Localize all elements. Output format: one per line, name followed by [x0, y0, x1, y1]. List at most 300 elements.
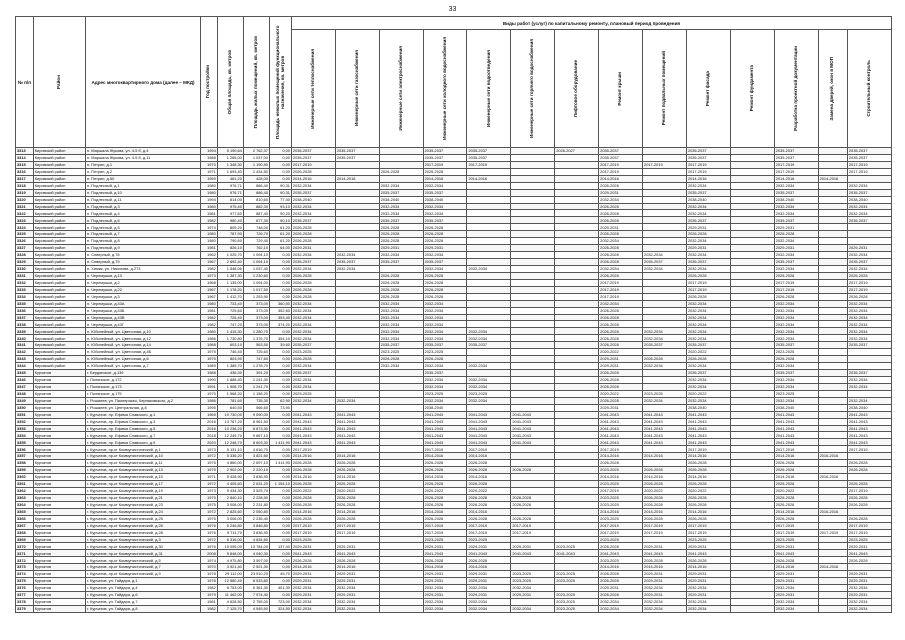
table-cell: 2026-2028 — [686, 501, 730, 508]
table-cell: 747,60 — [243, 356, 269, 363]
table-cell: 3328 — [16, 252, 34, 259]
table-row — [16, 501, 892, 508]
table-cell — [730, 383, 774, 390]
table-cell — [818, 286, 847, 293]
table-row — [16, 404, 892, 411]
table-row — [16, 550, 892, 557]
table-cell: 2026-2028 — [774, 293, 818, 300]
table-cell: 3338 — [16, 321, 34, 328]
table-cell: п. Петрин, д.1 — [86, 161, 201, 168]
table-cell: 2026-2028 — [335, 557, 379, 564]
table-cell: 3362 — [16, 487, 34, 494]
table-cell: 2032-2034 — [686, 598, 730, 605]
table-cell: 2014-2016 — [467, 564, 511, 571]
table-cell — [818, 585, 847, 592]
table-cell: 2032-2034 — [774, 252, 818, 259]
table-cell: 0,00 — [269, 265, 291, 272]
table-cell: 3 525,70 — [243, 487, 269, 494]
table-cell — [511, 383, 555, 390]
table-cell: 2032-2034 — [686, 265, 730, 272]
table-row — [16, 481, 892, 488]
table-cell: 2026-2028 — [599, 307, 643, 314]
table-cell: 373,00 — [243, 314, 269, 321]
table-cell: 2014-2016 — [643, 564, 687, 571]
table-cell: 2014-2016 — [335, 453, 379, 460]
table-cell — [555, 259, 599, 266]
table-cell: 2023-2025 — [423, 536, 467, 543]
table-cell: 2035-2037 — [423, 259, 467, 266]
table-cell — [379, 467, 423, 474]
table-cell: 2038-2040 — [423, 404, 467, 411]
table-cell: 2023-2025 — [291, 390, 335, 397]
table-cell — [730, 189, 774, 196]
table-cell: 2032-2034 — [599, 605, 643, 612]
table-cell: 2023-2025 — [555, 571, 599, 578]
table-cell: 2041-2043 — [847, 439, 891, 446]
table-cell: 1 412,70 — [217, 293, 243, 300]
table-cell: 2035-2037 — [291, 342, 335, 349]
table-cell: 2017-2019 — [686, 168, 730, 175]
table-cell: 1 385,70 — [217, 363, 243, 370]
table-cell — [730, 376, 774, 383]
table-cell: 2017-2019 — [599, 522, 643, 529]
table-cell — [335, 245, 379, 252]
table-cell: 3366 — [16, 515, 34, 522]
table-cell — [730, 411, 774, 418]
table-cell: 2026-2028 — [467, 481, 511, 488]
table-cell: 980,40 — [217, 217, 243, 224]
table-cell: 2014-2016 — [467, 453, 511, 460]
table-cell: г. Курчатов, ул. Гайдара, д.8 — [86, 605, 201, 612]
table-cell — [555, 411, 599, 418]
table-cell: 2026-2028 — [291, 168, 335, 175]
table-cell: 29 112,00 — [217, 571, 243, 578]
table-cell: 2041-2043 — [847, 411, 891, 418]
table-row — [16, 515, 892, 522]
table-cell: 1 265,00 — [217, 154, 243, 161]
table-cell: 2026-2028 — [686, 293, 730, 300]
table-cell: 2032-2034 — [379, 321, 423, 328]
table-cell: 2014-2016 — [599, 564, 643, 571]
table-cell: 2014-2016 — [291, 474, 335, 481]
table-cell — [555, 494, 599, 501]
table-cell: 2038-2040 — [686, 196, 730, 203]
table-cell: 2035-2037 — [599, 148, 643, 155]
table-cell — [818, 335, 847, 342]
table-cell — [730, 571, 774, 578]
table-cell: 3347 — [16, 383, 34, 390]
table-cell: 2032-2034 — [686, 203, 730, 210]
table-cell: 2032-2034 — [686, 300, 730, 307]
table-cell — [730, 592, 774, 599]
table-cell: г. Курчатов, пр-кт Коммунистический, д.11 — [86, 460, 201, 467]
table-cell — [467, 238, 511, 245]
table-cell: 3324 — [16, 224, 34, 231]
table-cell: 2014-2016 — [686, 453, 730, 460]
table-cell: 2032-2034 — [423, 383, 467, 390]
table-cell — [335, 536, 379, 543]
table-cell: 3336 — [16, 307, 34, 314]
table-row — [16, 557, 892, 564]
table-cell: 1 094,00 — [243, 279, 269, 286]
table-cell: 2026-2028 — [335, 494, 379, 501]
table-cell: Курчатов — [33, 404, 85, 411]
table-cell: 2026-2028 — [599, 335, 643, 342]
table-cell: 2032-2034 — [774, 363, 818, 370]
table-cell — [511, 564, 555, 571]
table-cell: 2032-2034 — [686, 585, 730, 592]
table-cell: 3 836,90 — [243, 529, 269, 536]
table-cell: 2032-2034 — [379, 335, 423, 342]
table-cell — [555, 224, 599, 231]
table-cell — [335, 376, 379, 383]
table-cell — [467, 189, 511, 196]
table-cell — [555, 175, 599, 182]
table-cell: 2032-2034 — [423, 314, 467, 321]
table-cell: 2017-2019 — [686, 286, 730, 293]
table-cell — [818, 404, 847, 411]
table-cell: 2023-2025 — [599, 536, 643, 543]
table-cell — [555, 252, 599, 259]
table-cell: 2032-2034 — [423, 585, 467, 592]
table-cell: 8 533,60 — [243, 578, 269, 585]
table-cell: 2026-2028 — [467, 467, 511, 474]
table-cell: 2026-2028 — [423, 238, 467, 245]
table-cell: 90,20 — [269, 210, 291, 217]
table-cell: 2035-2037 — [423, 342, 467, 349]
table-cell: 2032-2034 — [423, 598, 467, 605]
table-cell: 2032-2034 — [599, 598, 643, 605]
table-cell: 2026-2028 — [847, 481, 891, 488]
table-cell — [511, 376, 555, 383]
table-cell: 726,40 — [217, 314, 243, 321]
table-cell — [511, 279, 555, 286]
table-row — [16, 189, 892, 196]
table-cell — [335, 321, 379, 328]
table-cell: 2041-2043 — [511, 550, 555, 557]
table-cell: 2023-2025 — [643, 390, 687, 397]
table-cell: 2032-2034 — [335, 397, 379, 404]
table-cell: 2032-2034 — [467, 397, 511, 404]
table-cell — [818, 397, 847, 404]
table-cell: 2023-2025 — [555, 605, 599, 612]
table-cell: 2029-2031 — [643, 543, 687, 550]
table-cell: Кировский район — [33, 272, 85, 279]
table-cell: г. Рошалев, ул. Пионерская, Черняковского, д.2 — [86, 397, 201, 404]
table-row — [16, 356, 892, 363]
table-cell — [730, 598, 774, 605]
table-cell — [730, 550, 774, 557]
table-cell — [379, 453, 423, 460]
table-cell: п. Юбилейный, ул. Цветочная, д.10 — [86, 328, 201, 335]
table-cell: 2029-2031 — [643, 571, 687, 578]
table-cell: 2032-2034 — [291, 210, 335, 217]
table-cell — [555, 314, 599, 321]
table-cell: 2026-2028 — [379, 279, 423, 286]
table-cell: 0,00 — [269, 328, 291, 335]
table-cell: 3320 — [16, 196, 34, 203]
table-cell: 2032-2034 — [774, 182, 818, 189]
table-cell — [730, 474, 774, 481]
table-cell: Курчатов — [33, 453, 85, 460]
table-cell: 2041-2043 — [423, 550, 467, 557]
table-cell — [555, 508, 599, 515]
table-cell: г. Полянское, д.172 — [86, 376, 201, 383]
table-cell: 1980 — [201, 300, 218, 307]
table-cell — [847, 349, 891, 356]
table-cell: 2032-2034 — [291, 376, 335, 383]
table-cell: 1 094,10 — [243, 252, 269, 259]
col-header-work: Ремонт фасада — [686, 30, 730, 148]
table-cell: г. Курчатов, пр-кт Коммунистический, д.19 — [86, 487, 201, 494]
table-cell: 1976 — [201, 543, 218, 550]
table-cell: 2026-2028 — [423, 293, 467, 300]
table-cell: 2017-2019 — [423, 529, 467, 536]
table-cell — [467, 196, 511, 203]
table-cell: 725,60 — [217, 307, 243, 314]
table-cell: 23 910,20 — [243, 571, 269, 578]
table-cell: 61,20 — [269, 238, 291, 245]
table-cell: 7 974,40 — [243, 592, 269, 599]
table-cell: 2032-2034 — [511, 585, 555, 592]
table-cell: 2041-2043 — [847, 432, 891, 439]
table-cell: Кировский район — [33, 217, 85, 224]
table-cell: 2026-2028 — [379, 238, 423, 245]
table-cell: 3329 — [16, 259, 34, 266]
table-cell: 8 603,30 — [243, 439, 269, 446]
col-header-work: Строительный контроль — [847, 30, 891, 148]
table-cell: 1986 — [201, 397, 218, 404]
table-cell: 2017-2019 — [774, 168, 818, 175]
table-cell — [379, 432, 423, 439]
table-cell: 2026-2028 — [291, 557, 335, 564]
table-cell — [555, 404, 599, 411]
table-cell: 0,00 — [269, 376, 291, 383]
table-cell — [379, 397, 423, 404]
table-cell: 2026-2028 — [599, 182, 643, 189]
table-cell: 2026-2028 — [774, 557, 818, 564]
table-cell: 2026-2028 — [774, 272, 818, 279]
table-cell: Кировский район — [33, 279, 85, 286]
table-cell: Кировский район — [33, 265, 85, 272]
table-cell: 3378 — [16, 598, 34, 605]
table-cell: 39,60 — [269, 342, 291, 349]
table-cell: 5 131,10 — [217, 446, 243, 453]
table-cell: 2 235,40 — [243, 515, 269, 522]
table-cell: г. Курчатов, пр-кт Коммунистический, д.15 — [86, 474, 201, 481]
table-cell: 2041-2043 — [423, 411, 467, 418]
table-cell: 1 730,80 — [217, 335, 243, 342]
table-cell — [379, 370, 423, 377]
table-cell — [335, 279, 379, 286]
table-cell: п. Черемушки, д.2 — [86, 279, 201, 286]
table-cell — [818, 210, 847, 217]
table-cell: 1970 — [201, 564, 218, 571]
table-cell — [555, 536, 599, 543]
table-cell: 2032-2034 — [643, 397, 687, 404]
table-cell: п. Петрин, д.50 — [86, 175, 201, 182]
table-cell: 2016 — [201, 418, 218, 425]
table-cell: 2014-2016 — [423, 474, 467, 481]
table-cell: 2041-2043 — [291, 550, 335, 557]
table-cell — [643, 536, 687, 543]
table-cell — [335, 349, 379, 356]
table-cell: 2 755,00 — [243, 598, 269, 605]
table-cell: 2023-2025 — [774, 349, 818, 356]
table-cell: 2032-2034 — [423, 335, 467, 342]
table-row — [16, 460, 892, 467]
table-cell — [379, 460, 423, 467]
table-cell — [818, 425, 847, 432]
table-cell: 2017-2019 — [467, 161, 511, 168]
table-cell — [818, 446, 847, 453]
table-cell: 1973 — [201, 487, 218, 494]
table-cell: 2032-2034 — [847, 252, 891, 259]
table-cell: 2 902,00 — [217, 467, 243, 474]
table-cell: 2032-2034 — [686, 363, 730, 370]
table-cell: 2032-2034 — [774, 265, 818, 272]
table-cell: Кировский район — [33, 286, 85, 293]
table-cell: 1 230,60 — [243, 272, 269, 279]
table-cell: 2016 — [201, 425, 218, 432]
table-cell — [730, 203, 774, 210]
table-cell: 2038-2040 — [847, 404, 891, 411]
table-cell: г. Курчатов, пр-кт Коммунистический, д.24 — [86, 508, 201, 515]
table-cell — [555, 487, 599, 494]
table-cell: 2032-2034 — [686, 182, 730, 189]
table-cell: 2041-2043 — [599, 411, 643, 418]
table-cell: 2032-2034 — [774, 376, 818, 383]
table-cell — [511, 300, 555, 307]
table-cell: Курчатов — [33, 543, 85, 550]
table-cell: Курчатов — [33, 474, 85, 481]
table-cell — [730, 231, 774, 238]
table-cell — [555, 439, 599, 446]
table-cell: п. Маршала Жукова, ул. 4-5 б, д.4 — [86, 148, 201, 155]
table-cell — [847, 453, 891, 460]
table-cell — [643, 272, 687, 279]
table-cell: 2035-2037 — [291, 148, 335, 155]
table-cell: 2029-2031 — [335, 578, 379, 585]
table-cell: 2032-2034 — [335, 265, 379, 272]
table-cell: 2029-2031 — [774, 224, 818, 231]
table-cell — [730, 252, 774, 259]
table-cell: 2026-2028 — [847, 557, 891, 564]
table-cell: 1972 — [201, 508, 218, 515]
table-cell: 2026-2028 — [643, 481, 687, 488]
table-cell: 2026-2028 — [599, 328, 643, 335]
table-cell: 2 840,10 — [217, 494, 243, 501]
table-cell: 2035-2037 — [467, 154, 511, 161]
table-cell — [379, 501, 423, 508]
table-cell — [335, 286, 379, 293]
table-cell: п. Черемушки, д.43Г — [86, 321, 201, 328]
table-cell: 2017-2019 — [599, 293, 643, 300]
table-cell: 2032-2034 — [599, 300, 643, 307]
table-cell: 2029-2031 — [774, 543, 818, 550]
table-cell — [643, 376, 687, 383]
table-cell: 2026-2028 — [291, 356, 335, 363]
table-cell — [555, 335, 599, 342]
table-cell — [818, 272, 847, 279]
table-cell: 77,40 — [269, 196, 291, 203]
table-cell: 2026-2028 — [511, 494, 555, 501]
table-cell: 1990 — [201, 376, 218, 383]
table-cell — [379, 571, 423, 578]
table-cell: 2032-2034 — [774, 203, 818, 210]
table-cell — [643, 286, 687, 293]
table-cell: 3370 — [16, 543, 34, 550]
table-cell: 2032-2034 — [686, 376, 730, 383]
table-cell: 2029-2031 — [335, 571, 379, 578]
table-cell: 2026-2028 — [599, 314, 643, 321]
table-cell — [643, 293, 687, 300]
table-cell — [818, 439, 847, 446]
table-cell — [335, 300, 379, 307]
table-cell: 2014-2016 — [643, 508, 687, 515]
table-cell — [467, 314, 511, 321]
table-cell: 2014-2016 — [423, 564, 467, 571]
table-row — [16, 349, 892, 356]
table-cell — [511, 231, 555, 238]
table-cell: 3356 — [16, 446, 34, 453]
table-cell: 2035-2037 — [379, 342, 423, 349]
table-cell — [818, 231, 847, 238]
table-cell: 2023-2025 — [599, 501, 643, 508]
table-cell: 2041-2043 — [774, 550, 818, 557]
table-cell: 2026-2028 — [423, 481, 467, 488]
table-cell: 1 280,70 — [243, 328, 269, 335]
table-cell: 1982 — [201, 314, 218, 321]
table-cell — [511, 453, 555, 460]
table-cell: 977,60 — [217, 210, 243, 217]
table-cell: 2041-2043 — [686, 432, 730, 439]
table-cell: Кировский район — [33, 356, 85, 363]
table-cell: 2026-2028 — [379, 224, 423, 231]
table-cell: 2032-2034 — [467, 363, 511, 370]
table-cell: 1 037,40 — [243, 265, 269, 272]
table-cell: 5 711,70 — [217, 529, 243, 536]
table-cell — [379, 411, 423, 418]
table-cell — [555, 564, 599, 571]
table-cell: 2032-2034 — [291, 182, 335, 189]
table-cell: 781,60 — [217, 397, 243, 404]
table-row — [16, 508, 892, 515]
table-cell: 2032-2034 — [774, 605, 818, 612]
table-cell: 886,40 — [243, 182, 269, 189]
table-cell: 2038-2040 — [423, 196, 467, 203]
table-cell — [511, 321, 555, 328]
table-cell — [555, 363, 599, 370]
table-cell — [818, 154, 847, 161]
table-cell: п. Юбилейный, ул. Цветочная, д.4Б — [86, 349, 201, 356]
table-cell: Кировский район — [33, 328, 85, 335]
table-cell: Кировский район — [33, 210, 85, 217]
table-cell: 2032-2034 — [643, 252, 687, 259]
table-cell: 2032-2034 — [847, 376, 891, 383]
table-cell: 2017-2019 — [423, 161, 467, 168]
table-cell: 2014-2016 — [774, 453, 818, 460]
table-cell: 3321 — [16, 203, 34, 210]
table-cell: 2026-2028 — [686, 557, 730, 564]
table-cell — [335, 203, 379, 210]
table-cell: 2017-2019 — [511, 522, 555, 529]
table-cell: 976,71 — [217, 182, 243, 189]
table-cell — [555, 390, 599, 397]
table-cell: 61,20 — [269, 231, 291, 238]
table-cell: 2041-2043 — [774, 432, 818, 439]
table-cell: 2032-2034 — [847, 598, 891, 605]
